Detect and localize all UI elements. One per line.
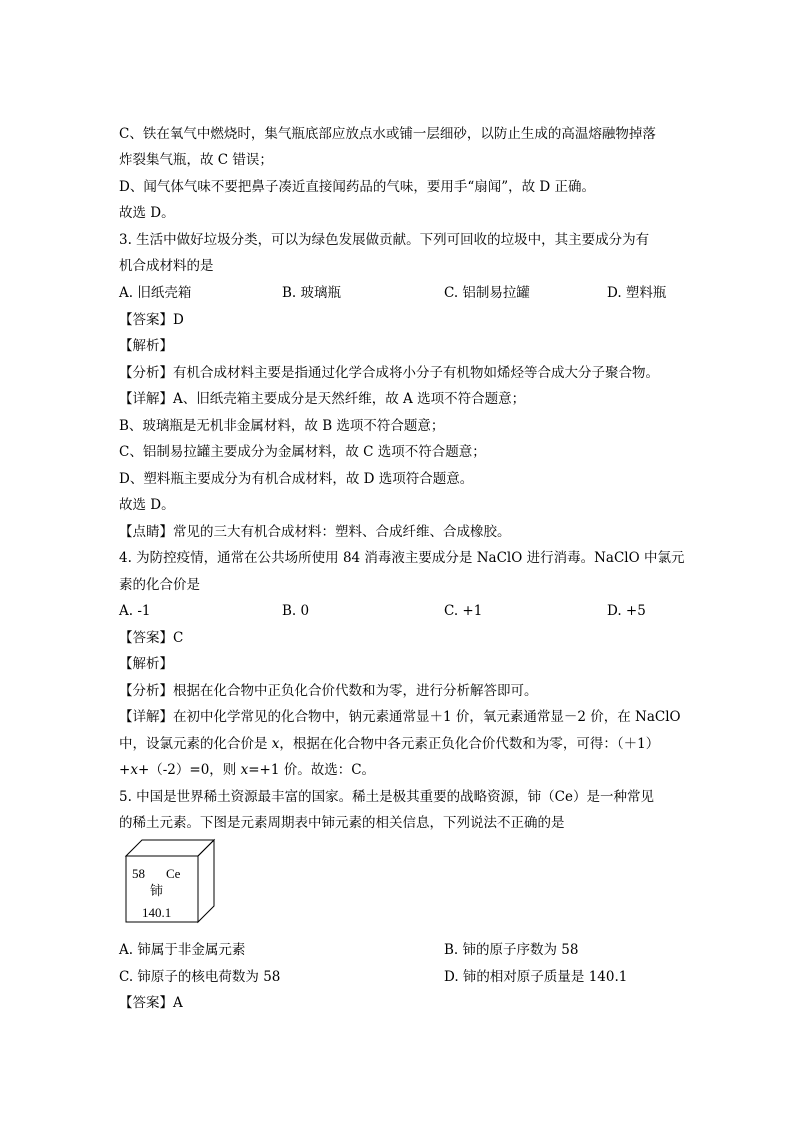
q5-answer: 【答案】A [119, 995, 183, 1011]
q4-option-b: B. 0 [282, 603, 310, 619]
q4-option-c: C. +1 [444, 603, 483, 619]
text-line: 炸裂集气瓶，故 C 错误； [119, 152, 273, 168]
q4-detail [119, 760, 375, 780]
question-4-stem: 4. 为防控疫情，通常在公共场所使用 84 消毒液主要成分是 NaClO 进行消毒。NaClO 中氯元 [119, 550, 685, 566]
q3-option-a: A. 旧纸壳箱 [119, 285, 192, 301]
atomic-number: 58 [132, 866, 145, 881]
question-3-stem: 机合成材料的是 [119, 258, 214, 274]
text-line: D、闻气体气味不要把鼻子凑近直接闻药品的气味，要用手“扇闻”，故 D 正确。 [119, 179, 596, 195]
q4-analysis: 【分析】根据在化合物中正负化合价代数和为零，进行分析解答即可。 [119, 683, 538, 699]
q3-analysis: 【分析】有机合成材料主要是指通过化学合成将小分子有机物如烯烃等合成大分子聚合物。 [119, 365, 659, 381]
element-name: 铈 [150, 883, 164, 898]
text-line: 故选 D。 [119, 205, 175, 221]
q3-selection: 故选 D。 [119, 497, 175, 513]
q5-option-d: D. 铈的相对原子质量是 140.1 [444, 969, 628, 985]
q3-remark: 【点睛】常见的三大有机合成材料：塑料、合成纤维、合成橡胶。 [119, 524, 511, 540]
q3-analysis-heading: 【解析】 [119, 338, 173, 354]
q4-detail [119, 734, 659, 754]
q4-detail: 【详解】在初中化学常见的化合物中，钠元素通常显＋1 价，氧元素通常显－2 价，在 NaClO [119, 709, 681, 725]
q3-detail: B、玻璃瓶是无机非金属材料，故 B 选项不符合题意； [119, 418, 445, 434]
text-span: + [119, 762, 131, 778]
text-span: =+1 价。故选：C。 [248, 762, 376, 778]
question-5-stem: 5. 中国是世界稀土资源最丰富的国家。稀土是极其重要的战略资源，铈（Ce）是一种常见 [119, 789, 654, 805]
q4-answer: 【答案】C [119, 630, 184, 646]
q5-option-b: B. 铈的原子序数为 58 [444, 942, 579, 958]
q3-option-d: D. 塑料瓶 [607, 285, 667, 301]
q3-option-b: B. 玻璃瓶 [282, 285, 342, 301]
question-4-stem: 素的化合价是 [119, 577, 200, 593]
variable-x: x [271, 736, 280, 752]
question-3-stem: 3. 生活中做好垃圾分类，可以为绿色发展做贡献。下列可回收的垃圾中，其主要成分为有 [119, 232, 650, 248]
q3-detail: D、塑料瓶主要成分为有机合成材料，故 D 选项符合题意。 [119, 471, 474, 487]
variable-x: x [240, 762, 249, 778]
q4-option-a: A. -1 [119, 603, 151, 619]
q5-option-a: A. 铈属于非金属元素 [119, 942, 246, 958]
text-span: 中，设氯元素的化合价是 [119, 736, 272, 752]
element-cell-figure [124, 838, 216, 924]
question-5-stem: 的稀土元素。下图是元素周期表中铈元素的相关信息，下列说法不正确的是 [119, 815, 565, 831]
text-line: C、铁在氧气中燃烧时，集气瓶底部应放点水或铺一层细砂，以防止生成的高温熔融物掉落 [119, 126, 656, 142]
atomic-mass: 140.1 [142, 905, 172, 920]
q4-option-d: D. +5 [607, 603, 646, 619]
element-symbol: Ce [166, 866, 181, 881]
q3-detail: 【详解】A、旧纸壳箱主要成分是天然纤维，故 A 选项不符合题意； [119, 391, 526, 407]
q3-option-c: C. 铝制易拉罐 [444, 285, 530, 301]
q5-option-c: C. 铈原子的核电荷数为 58 [119, 969, 281, 985]
q4-analysis-heading: 【解析】 [119, 656, 173, 672]
q3-detail: C、铝制易拉罐主要成分为金属材料，故 C 选项不符合题意； [119, 444, 486, 460]
text-span: ，根据在化合物中各元素正负化合价代数和为零，可得：（＋1） [279, 736, 660, 752]
variable-x: x [130, 762, 138, 778]
text-span: +（-2）=0，则 [137, 762, 241, 778]
q3-answer: 【答案】D [119, 312, 184, 328]
